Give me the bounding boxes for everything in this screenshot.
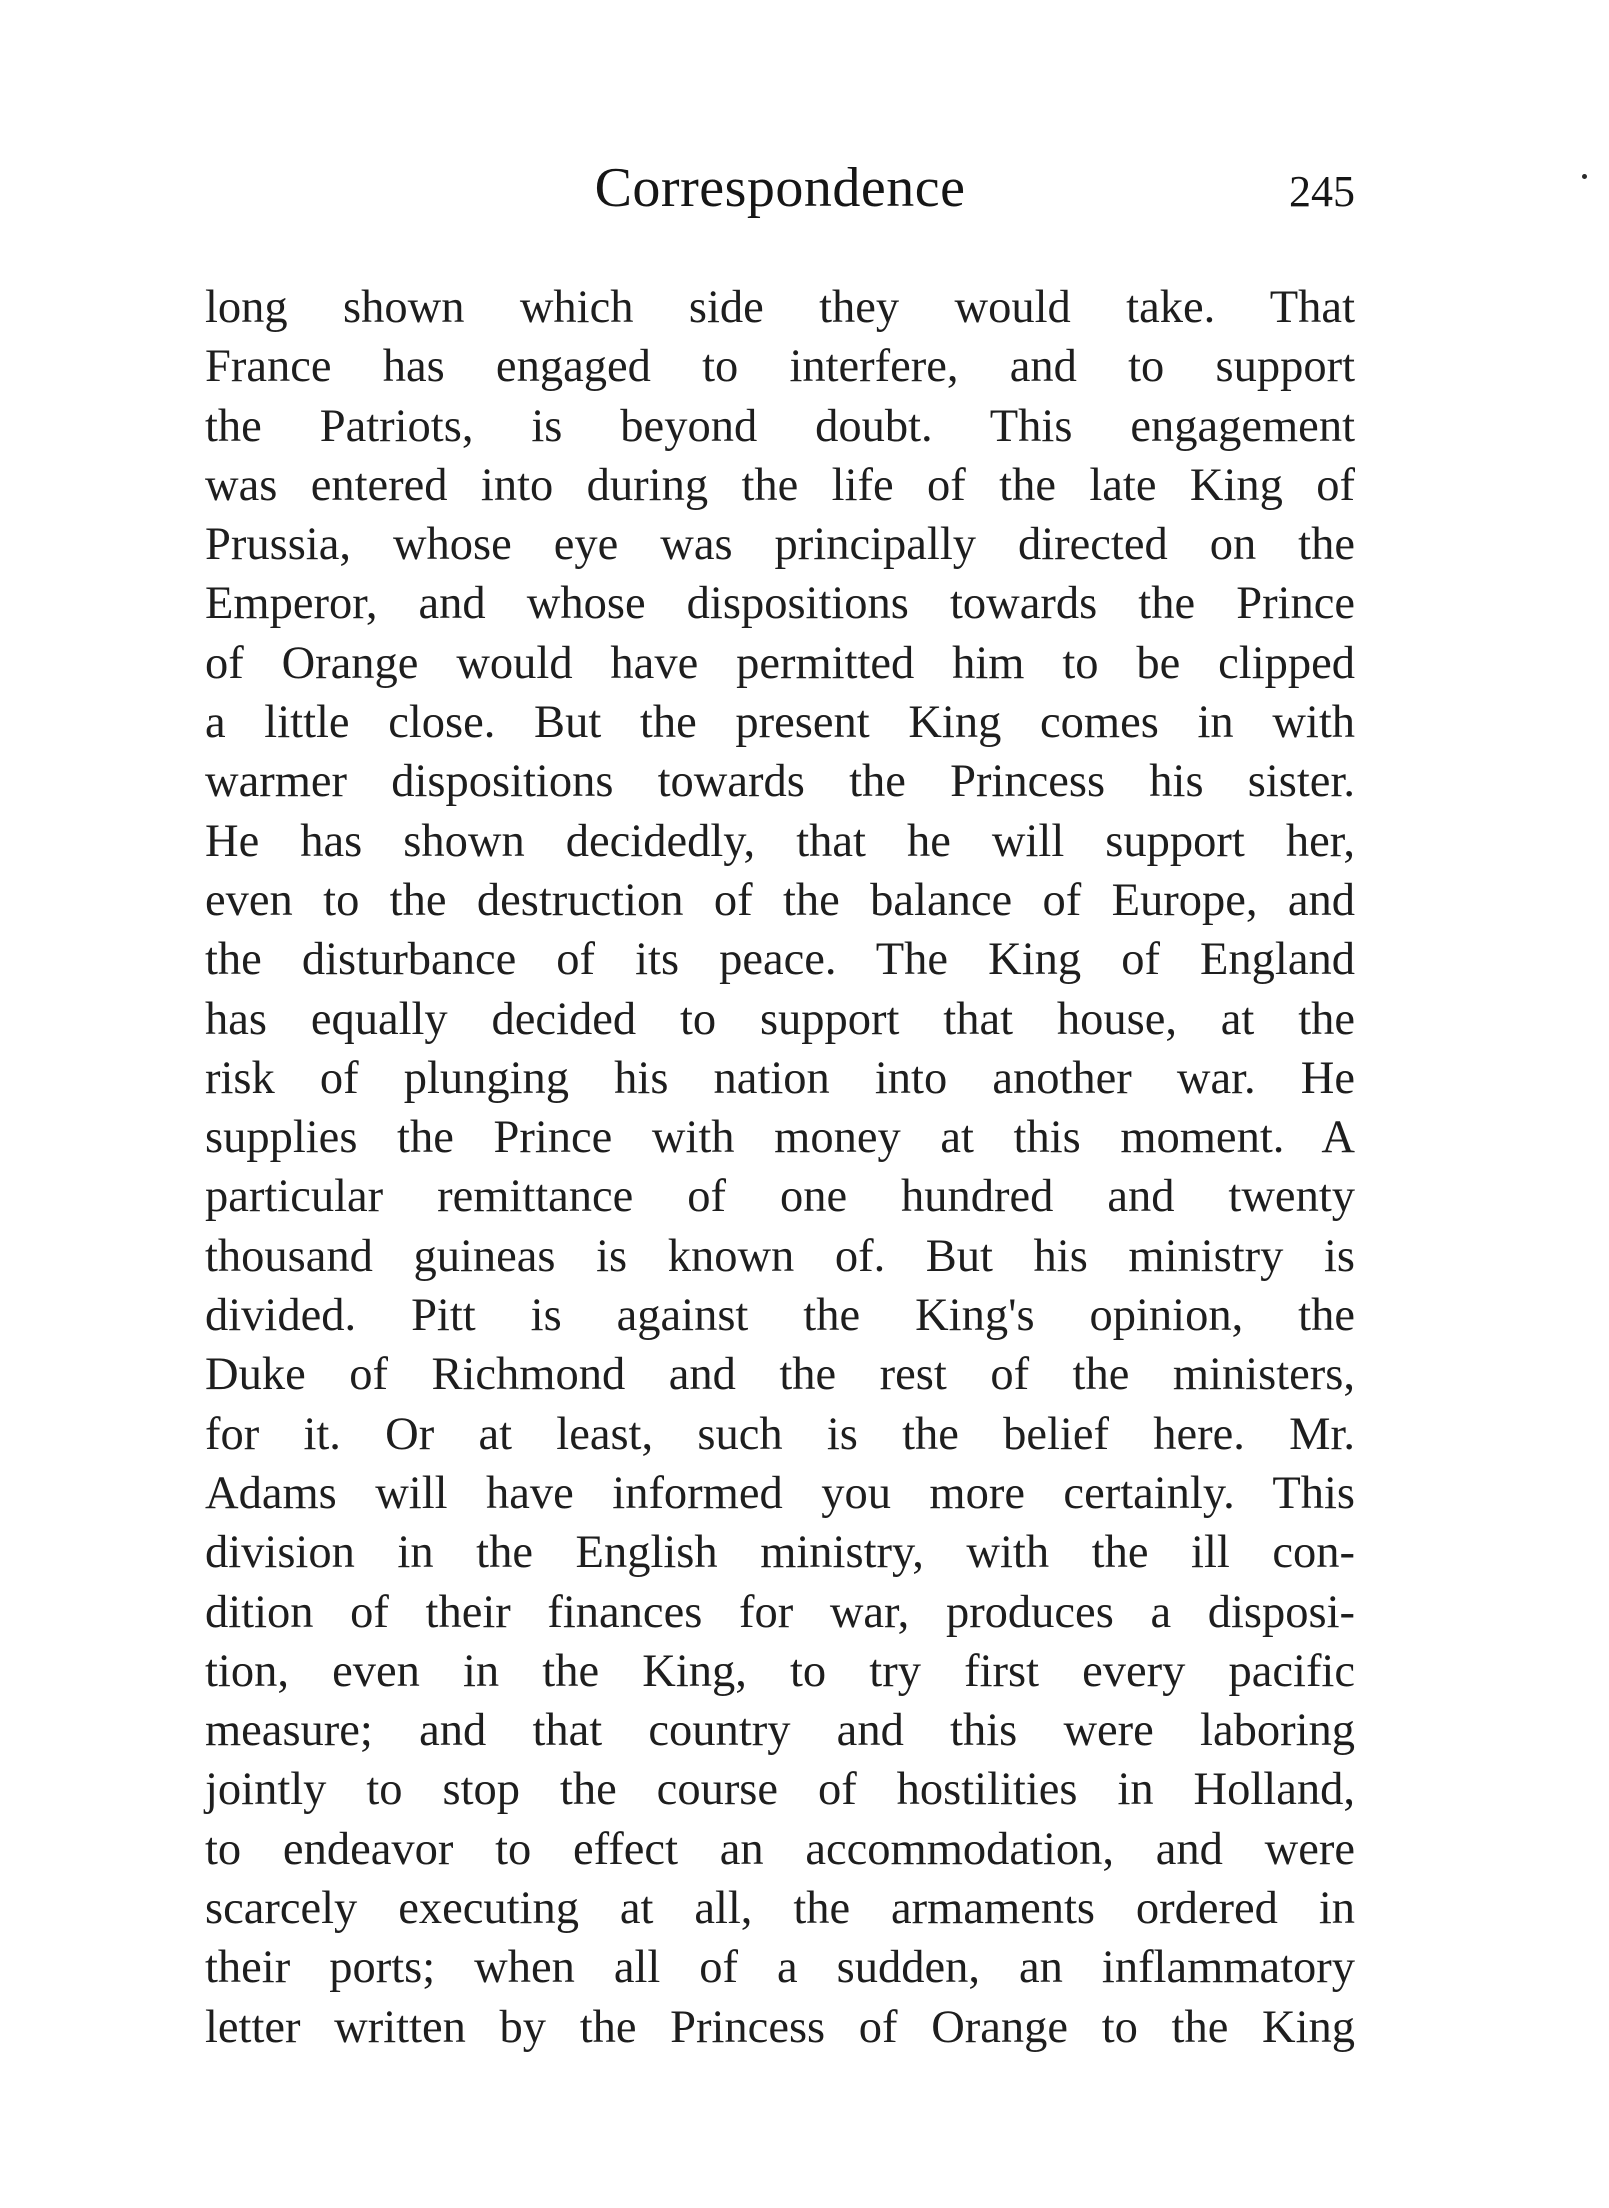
text-line: to endeavor to effect an accommodation, and were	[205, 1823, 1355, 1875]
text-line: the Patriots, is beyond doubt. This engagement	[205, 400, 1355, 452]
text-line: Duke of Richmond and the rest of the ministers,	[205, 1349, 1355, 1401]
text-line: risk of plunging his nation into another war. He	[205, 1052, 1355, 1104]
text-line: particular remittance of one hundred and twenty	[205, 1171, 1355, 1223]
text-line: the disturbance of its peace. The King of England	[205, 934, 1355, 986]
text-line: jointly to stop the course of hostilities in Holland,	[205, 1764, 1355, 1816]
text-line: long shown which side they would take. That	[205, 282, 1355, 333]
text-line: France has engaged to interfere, and to support	[205, 341, 1355, 393]
text-line: measure; and that country and this were laboring	[205, 1705, 1355, 1757]
text-line: their ports; when all of a sudden, an inflammatory	[205, 1942, 1355, 1994]
text-line: Prussia, whose eye was principally directed on the	[205, 519, 1355, 571]
text-line: scarcely executing at all, the armaments ordered in	[205, 1883, 1355, 1935]
running-head	[205, 150, 1355, 230]
page-number: 245	[1289, 167, 1355, 216]
text-line: thousand guineas is known of. But his ministry is	[205, 1230, 1355, 1282]
text-line: letter written by the Princess of Orange to the King	[205, 2001, 1355, 2053]
text-line: even to the destruction of the balance of Europe, and	[205, 874, 1355, 926]
text-line: tion, even in the King, to try first every pacific	[205, 1645, 1355, 1697]
text-line: division in the English ministry, with the ill con-	[205, 1527, 1355, 1579]
text-line: warmer dispositions towards the Princess his sister.	[205, 756, 1355, 808]
body-paragraph	[205, 278, 1355, 2057]
text-line: for it. Or at least, such is the belief here. Mr.	[205, 1408, 1355, 1460]
text-line: a little close. But the present King comes in with	[205, 697, 1355, 749]
text-line: divided. Pitt is against the King's opinion, the	[205, 1290, 1355, 1342]
text-line: was entered into during the life of the late King of	[205, 459, 1355, 511]
text-line: Emperor, and whose dispositions towards the Prince	[205, 578, 1355, 630]
text-line: He has shown decidedly, that he will support her,	[205, 815, 1355, 867]
text-line: has equally decided to support that house, at the	[205, 993, 1355, 1045]
page-title: Correspondence	[594, 157, 966, 219]
text-line: Adams will have informed you more certainly. This	[205, 1467, 1355, 1519]
text-line: dition of their finances for war, produces a disposi-	[205, 1586, 1355, 1638]
text-line: supplies the Prince with money at this moment. A	[205, 1112, 1355, 1164]
stray-ink-dot	[1582, 174, 1587, 179]
text-line: of Orange would have permitted him to be clipped	[205, 637, 1355, 689]
